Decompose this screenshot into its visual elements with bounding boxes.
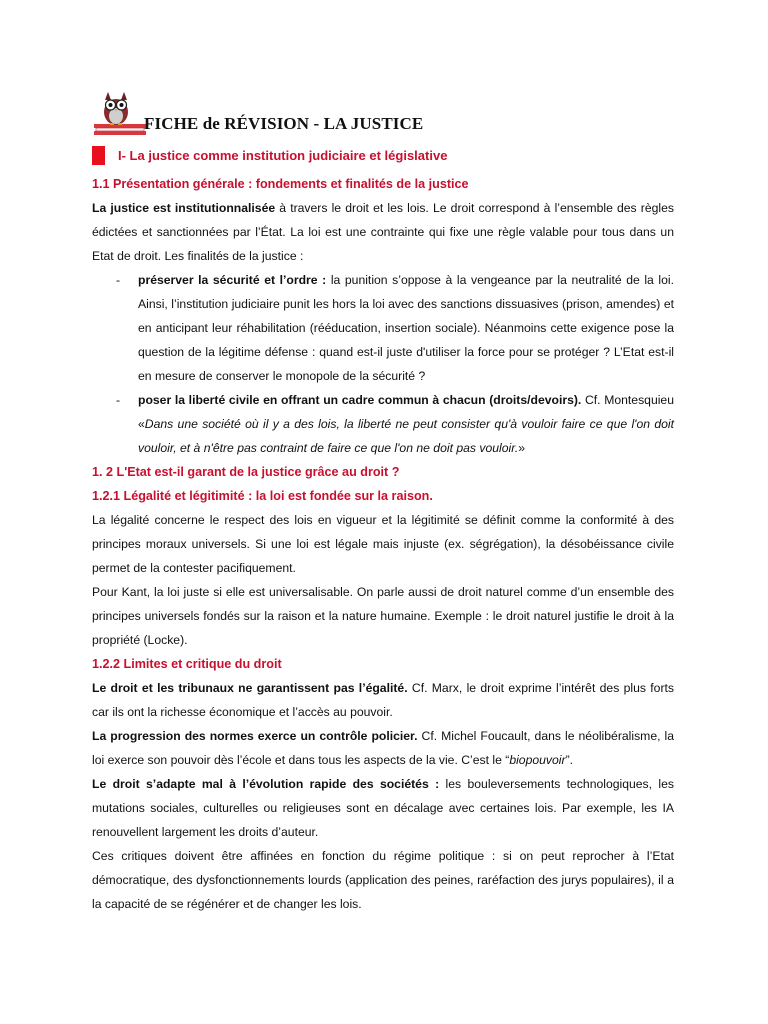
quote-close: »: [518, 441, 525, 455]
page-header: [94, 88, 694, 138]
paragraph-critiques: Ces critiques doivent être affinées en fonction du régime politique : si on peut reprocher à l’Etat démocratique, des dysfonctionnements lourds (application des peines, raréfaction des jurys populaires), il a la capacité de se régénérer et de changer les lois.: [92, 849, 674, 911]
paragraph-kant: Pour Kant, la loi juste si elle est universalisable. On parle aussi de droit naturel comme d’un ensemble des principes universels fondés sur la raison et la nature humaine. Exemple : le droit naturel justifie le droit à la propriété (Locke).: [92, 585, 674, 647]
section-marker: [92, 146, 105, 165]
adaptation-text: les bouleversements technologiques, les mutations sociales, culturelles ou religieuses sont en décalage avec certaines lois. Par exemple, les IA renouvellent largement les droits d’auteur.: [92, 777, 674, 839]
paragraph-marx: [92, 676, 674, 724]
montesquieu-quote: Dans une société où il y a des lois, la liberté ne peut consister qu'à vouloir faire ce que l'on doit vouloir, et à n'être pas contraint de faire ce que l'on ne doit pas vouloir.: [138, 417, 674, 455]
owl-on-books-icon: [94, 88, 148, 136]
subheading-1-1: 1.1 Présentation générale : fondements et finalités de la justice: [92, 177, 469, 191]
paragraph-adaptation: [92, 772, 674, 844]
bullet1-bold: préserver la sécurité et l’ordre :: [138, 273, 327, 287]
biopouvoir-term: biopouvoir: [509, 753, 566, 767]
list-item: [92, 388, 674, 460]
adaptation-bold: Le droit s’adapte mal à l’évolution rapide des sociétés :: [92, 777, 440, 791]
subheading-1-2-1: 1.2.1 Légalité et légitimité : la loi est fondée sur la raison.: [92, 489, 433, 503]
intro-text: à travers le droit et les lois. Le droit correspond à l’ensemble des règles édictées et sanctionnées par l’État. La loi est une contrainte qui fixe une règle valable pour tous dans un Etat de droit. Les finalités de la justice :: [92, 201, 674, 263]
section-heading-text: I- La justice comme institution judiciaire et législative: [118, 148, 448, 163]
intro-bold: La justice est institutionnalisée: [92, 201, 276, 215]
marx-bold: Le droit et les tribunaux ne garantissent pas l’égalité.: [92, 681, 408, 695]
subheading-1-2: 1. 2 L'Etat est-il garant de la justice grâce au droit ?: [92, 465, 400, 479]
foucault-end: ”.: [565, 753, 574, 767]
finalites-list: [92, 268, 674, 460]
foucault-text: Cf. Michel Foucault, dans le néolibéralisme, la loi exerce son pouvoir dès l’école et dans tous les aspects de la vie. C’est le “: [92, 729, 674, 767]
bullet1-text: la punition s’oppose à la vengeance par la neutralité de la loi. Ainsi, l’institution judiciaire punit les hors la loi avec des sanctions dissuasives (prison, amendes) et en anticipant leur réhabilitation (rééducation, insertion sociale). Néanmoins cette exigence pose la question de la légitime défense : quand est-il juste d'utiliser la force pour se protéger ? L’Etat est-il en mesure de conserver le monopole de la sécurité ?: [138, 273, 674, 383]
marx-text: Cf. Marx, le droit exprime l’intérêt des plus forts car ils ont la richesse économique et l’accès au pouvoir.: [92, 681, 674, 719]
list-dash: -: [116, 393, 121, 407]
document-title: FICHE de RÉVISION - LA JUSTICE: [144, 114, 424, 133]
paragraph-legalite: La légalité concerne le respect des lois en vigueur et la légitimité se définit comme la conformité à des principes moraux universels. Si une loi est légale mais injuste (ex. ségrégation), la désobéissance civile permet de la contester pacifiquement.: [92, 513, 674, 575]
document-body: [92, 172, 674, 916]
subheading-1-2-2: 1.2.2 Limites et critique du droit: [92, 657, 282, 671]
paragraph-intro: [92, 196, 674, 268]
bullet2-text: Cf. Montesquieu «: [138, 393, 674, 431]
foucault-bold: La progression des normes exerce un contrôle policier.: [92, 729, 418, 743]
bullet2-bold: poser la liberté civile en offrant un cadre commun à chacun (droits/devoirs).: [138, 393, 582, 407]
paragraph-foucault: [92, 724, 674, 772]
list-item: [92, 268, 674, 388]
list-dash: -: [116, 273, 121, 287]
